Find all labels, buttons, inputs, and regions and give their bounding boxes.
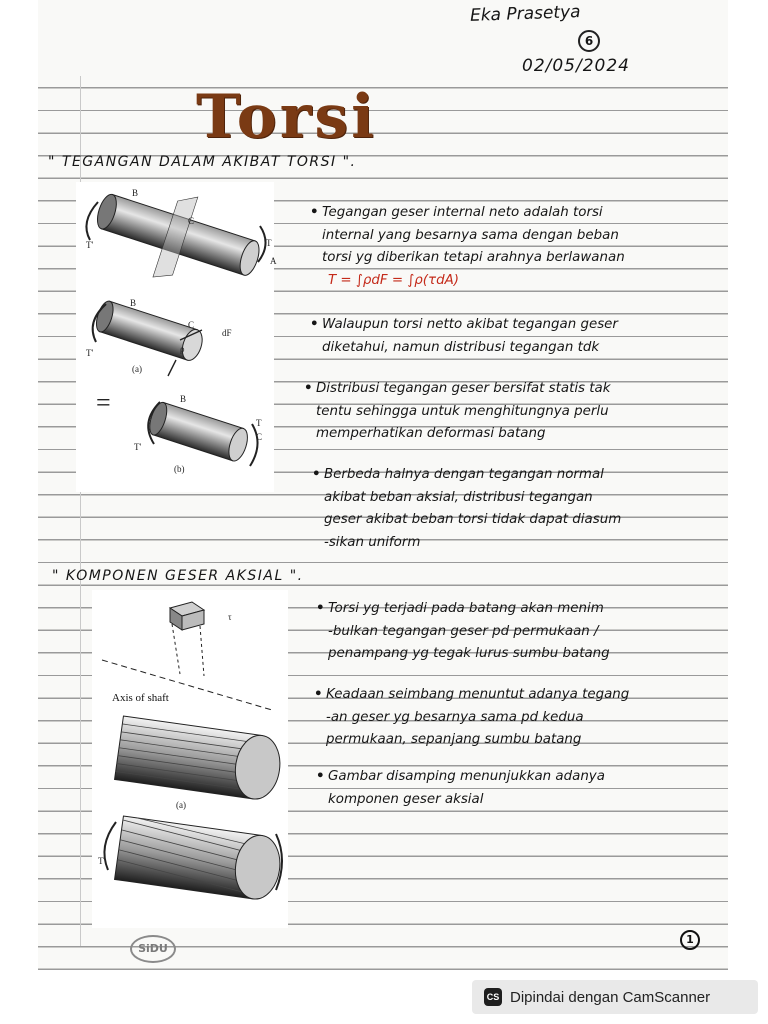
axial-shear-figure (92, 590, 288, 928)
torsion-shaft-figure (76, 182, 277, 492)
page-circle-number: 6 (578, 30, 600, 52)
list-item: • Tegangan geser internal neto adalah torsi internal yang besarnya sama dengan beban torsi yg diberikan tetapi arahnya berlawanan T = ∫ρdF = ∫ρ(τdA) (322, 202, 625, 292)
fig-a-label-b: B (130, 298, 137, 308)
camscanner-watermark (472, 980, 758, 1014)
fig-label-a: A (270, 256, 277, 266)
camscanner-icon: CS (484, 988, 502, 1006)
fig-a-label-rho: ρ (180, 344, 185, 354)
note-date: 02/05/2024 (522, 56, 630, 76)
list-item: • Walaupun torsi netto akibat tegangan geser diketahui, namun distribusi tegangan tdk (310, 317, 618, 355)
page-number: 1 (680, 930, 700, 950)
fig-b-label-c: C (256, 432, 263, 442)
fig-a-caption: (a) (132, 364, 142, 374)
fig-a-label-c: C (188, 320, 195, 330)
fig-a-label-t-prime: T' (86, 348, 94, 358)
axis-of-shaft-label: Axis of shaft (112, 692, 169, 704)
fig-label-t-prime: T' (86, 240, 94, 250)
fig-label-b: B (132, 188, 139, 198)
fig-label-t: T (266, 238, 272, 248)
page-title: Torsi (196, 82, 377, 152)
list-item: • Berbeda halnya dengan tegangan normal akibat beban aksial, distribusi tegangan geser akibat beban torsi tidak dapat diasum -sikan uniform (312, 467, 622, 550)
torsion-shaft-diagram (76, 182, 274, 492)
fig2-label-tau: τ (228, 612, 232, 622)
list-item: • Gambar disamping menunjukkan adanya komponen geser aksial (316, 769, 605, 807)
fig2-label-t-prime: T' (98, 856, 106, 866)
torque-formula: T = ∫ρdF = ∫ρ(τdA) (328, 272, 459, 288)
fig-b-label-b: B (180, 394, 187, 404)
author-name: Eka Prasetya (469, 2, 581, 26)
list-item: • Keadaan seimbang menuntut adanya tegang -an geser yg besarnya sama pd kedua permukaan, sepanjang sumbu batang (314, 687, 630, 748)
equals-sign: = (96, 388, 111, 417)
list-item: • Torsi yg terjadi pada batang akan menim -bulkan tegangan geser pd permukaan / penampang yg tegak lurus sumbu batang (316, 601, 610, 662)
axial-shear-diagram (92, 590, 288, 928)
watermark-text: Dipindai dengan CamScanner (510, 988, 711, 1006)
notebook-brand-logo: SiDU (130, 935, 176, 963)
section-heading-tegangan: " TEGANGAN DALAM AKIBAT TORSI ". (48, 154, 357, 170)
fig-a-label-df: dF (222, 328, 232, 338)
fig2-caption-a: (a) (176, 800, 186, 810)
list-item: • Distribusi tegangan geser bersifat statis tak tentu sehingga untuk menghitungnya perlu memperhatikan deformasi batang (304, 381, 611, 442)
section-heading-komponen: " KOMPONEN GESER AKSIAL ". (52, 568, 304, 584)
fig-b-caption: (b) (174, 464, 185, 474)
fig-b-label-t: T (256, 418, 262, 428)
fig-label-c: C (188, 216, 195, 226)
fig-b-label-t-prime: T' (134, 442, 142, 452)
